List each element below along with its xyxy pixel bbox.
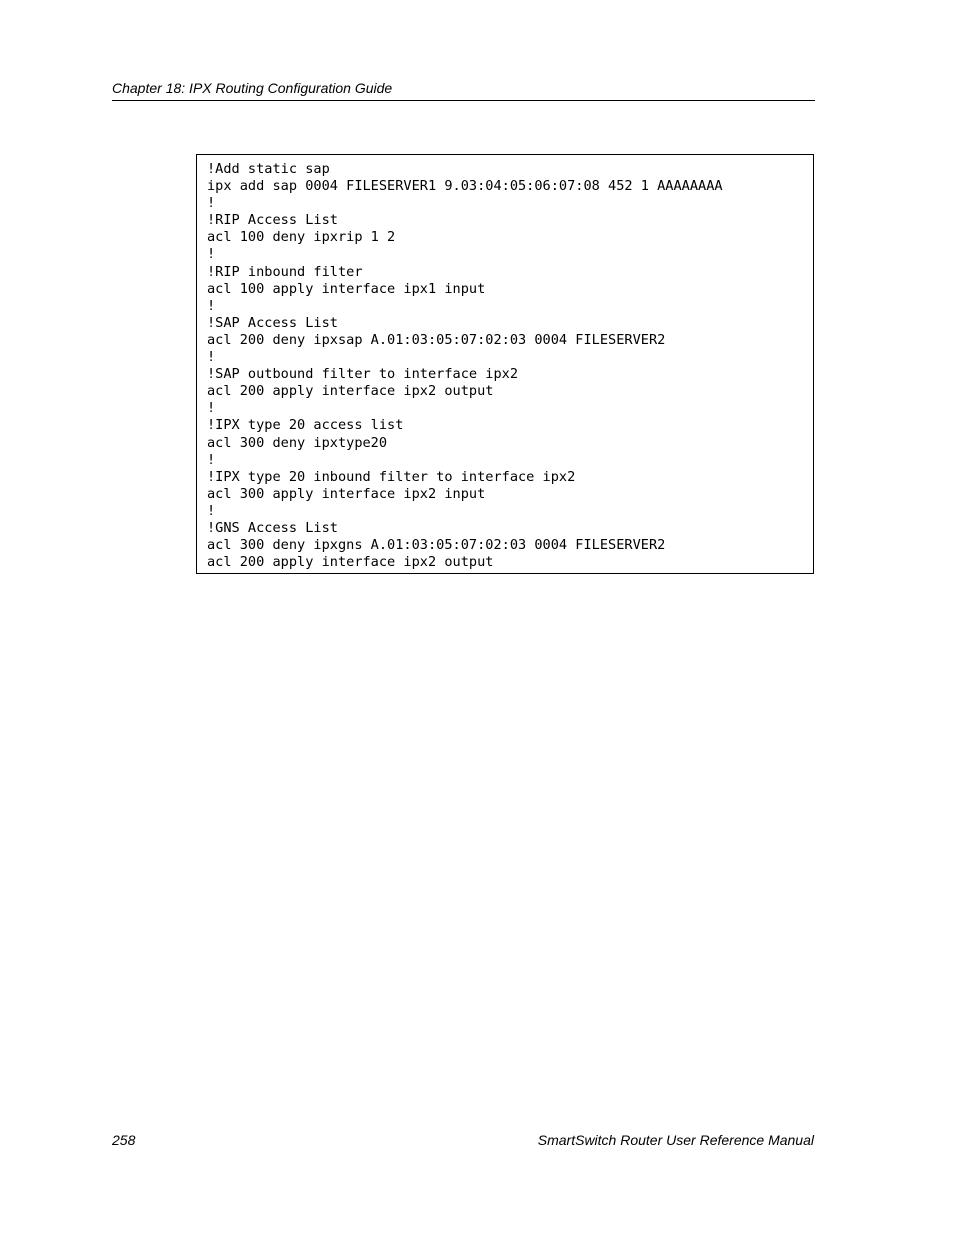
code-line: acl 200 apply interface ipx2 output: [207, 383, 494, 400]
code-line: !RIP inbound filter: [207, 263, 363, 280]
code-line: acl 300 apply interface ipx2 input: [207, 485, 486, 502]
code-listing: [207, 161, 723, 571]
manual-title: SmartSwitch Router User Reference Manual: [537, 1132, 814, 1148]
code-line: acl 200 apply interface ipx2 output: [207, 554, 494, 571]
code-listing-box: [196, 154, 814, 574]
code-line: !RIP Access List: [207, 212, 338, 229]
code-line: !: [207, 451, 216, 468]
page-number: 258: [112, 1132, 136, 1148]
code-line: acl 300 deny ipxgns A.01:03:05:07:02:03 0004 FILESERVER2: [207, 537, 666, 554]
code-line: !IPX type 20 inbound filter to interface ipx2: [207, 468, 576, 485]
code-line: !: [207, 297, 216, 314]
code-line: acl 100 apply interface ipx1 input: [207, 280, 486, 297]
code-line: !SAP Access List: [207, 314, 338, 331]
code-line: !GNS Access List: [207, 519, 338, 536]
code-line: acl 200 deny ipxsap A.01:03:05:07:02:03 0004 FILESERVER2: [207, 331, 666, 348]
code-line: ipx add sap 0004 FILESERVER1 9.03:04:05:06:07:08 452 1 AAAAAAAA: [207, 178, 723, 195]
code-line: !IPX type 20 access list: [207, 417, 404, 434]
code-line: !SAP outbound filter to interface ipx2: [207, 366, 518, 383]
header-rule: [112, 100, 815, 101]
code-line: !: [207, 349, 216, 366]
code-line: acl 100 deny ipxrip 1 2: [207, 229, 396, 246]
code-line: acl 300 deny ipxtype20: [207, 434, 388, 451]
code-line: !: [207, 246, 216, 263]
chapter-header: Chapter 18: IPX Routing Configuration Guide: [112, 80, 393, 96]
code-line: !: [207, 195, 216, 212]
code-line: !: [207, 502, 216, 519]
code-line: !Add static sap: [207, 161, 330, 177]
code-line: !: [207, 400, 216, 417]
